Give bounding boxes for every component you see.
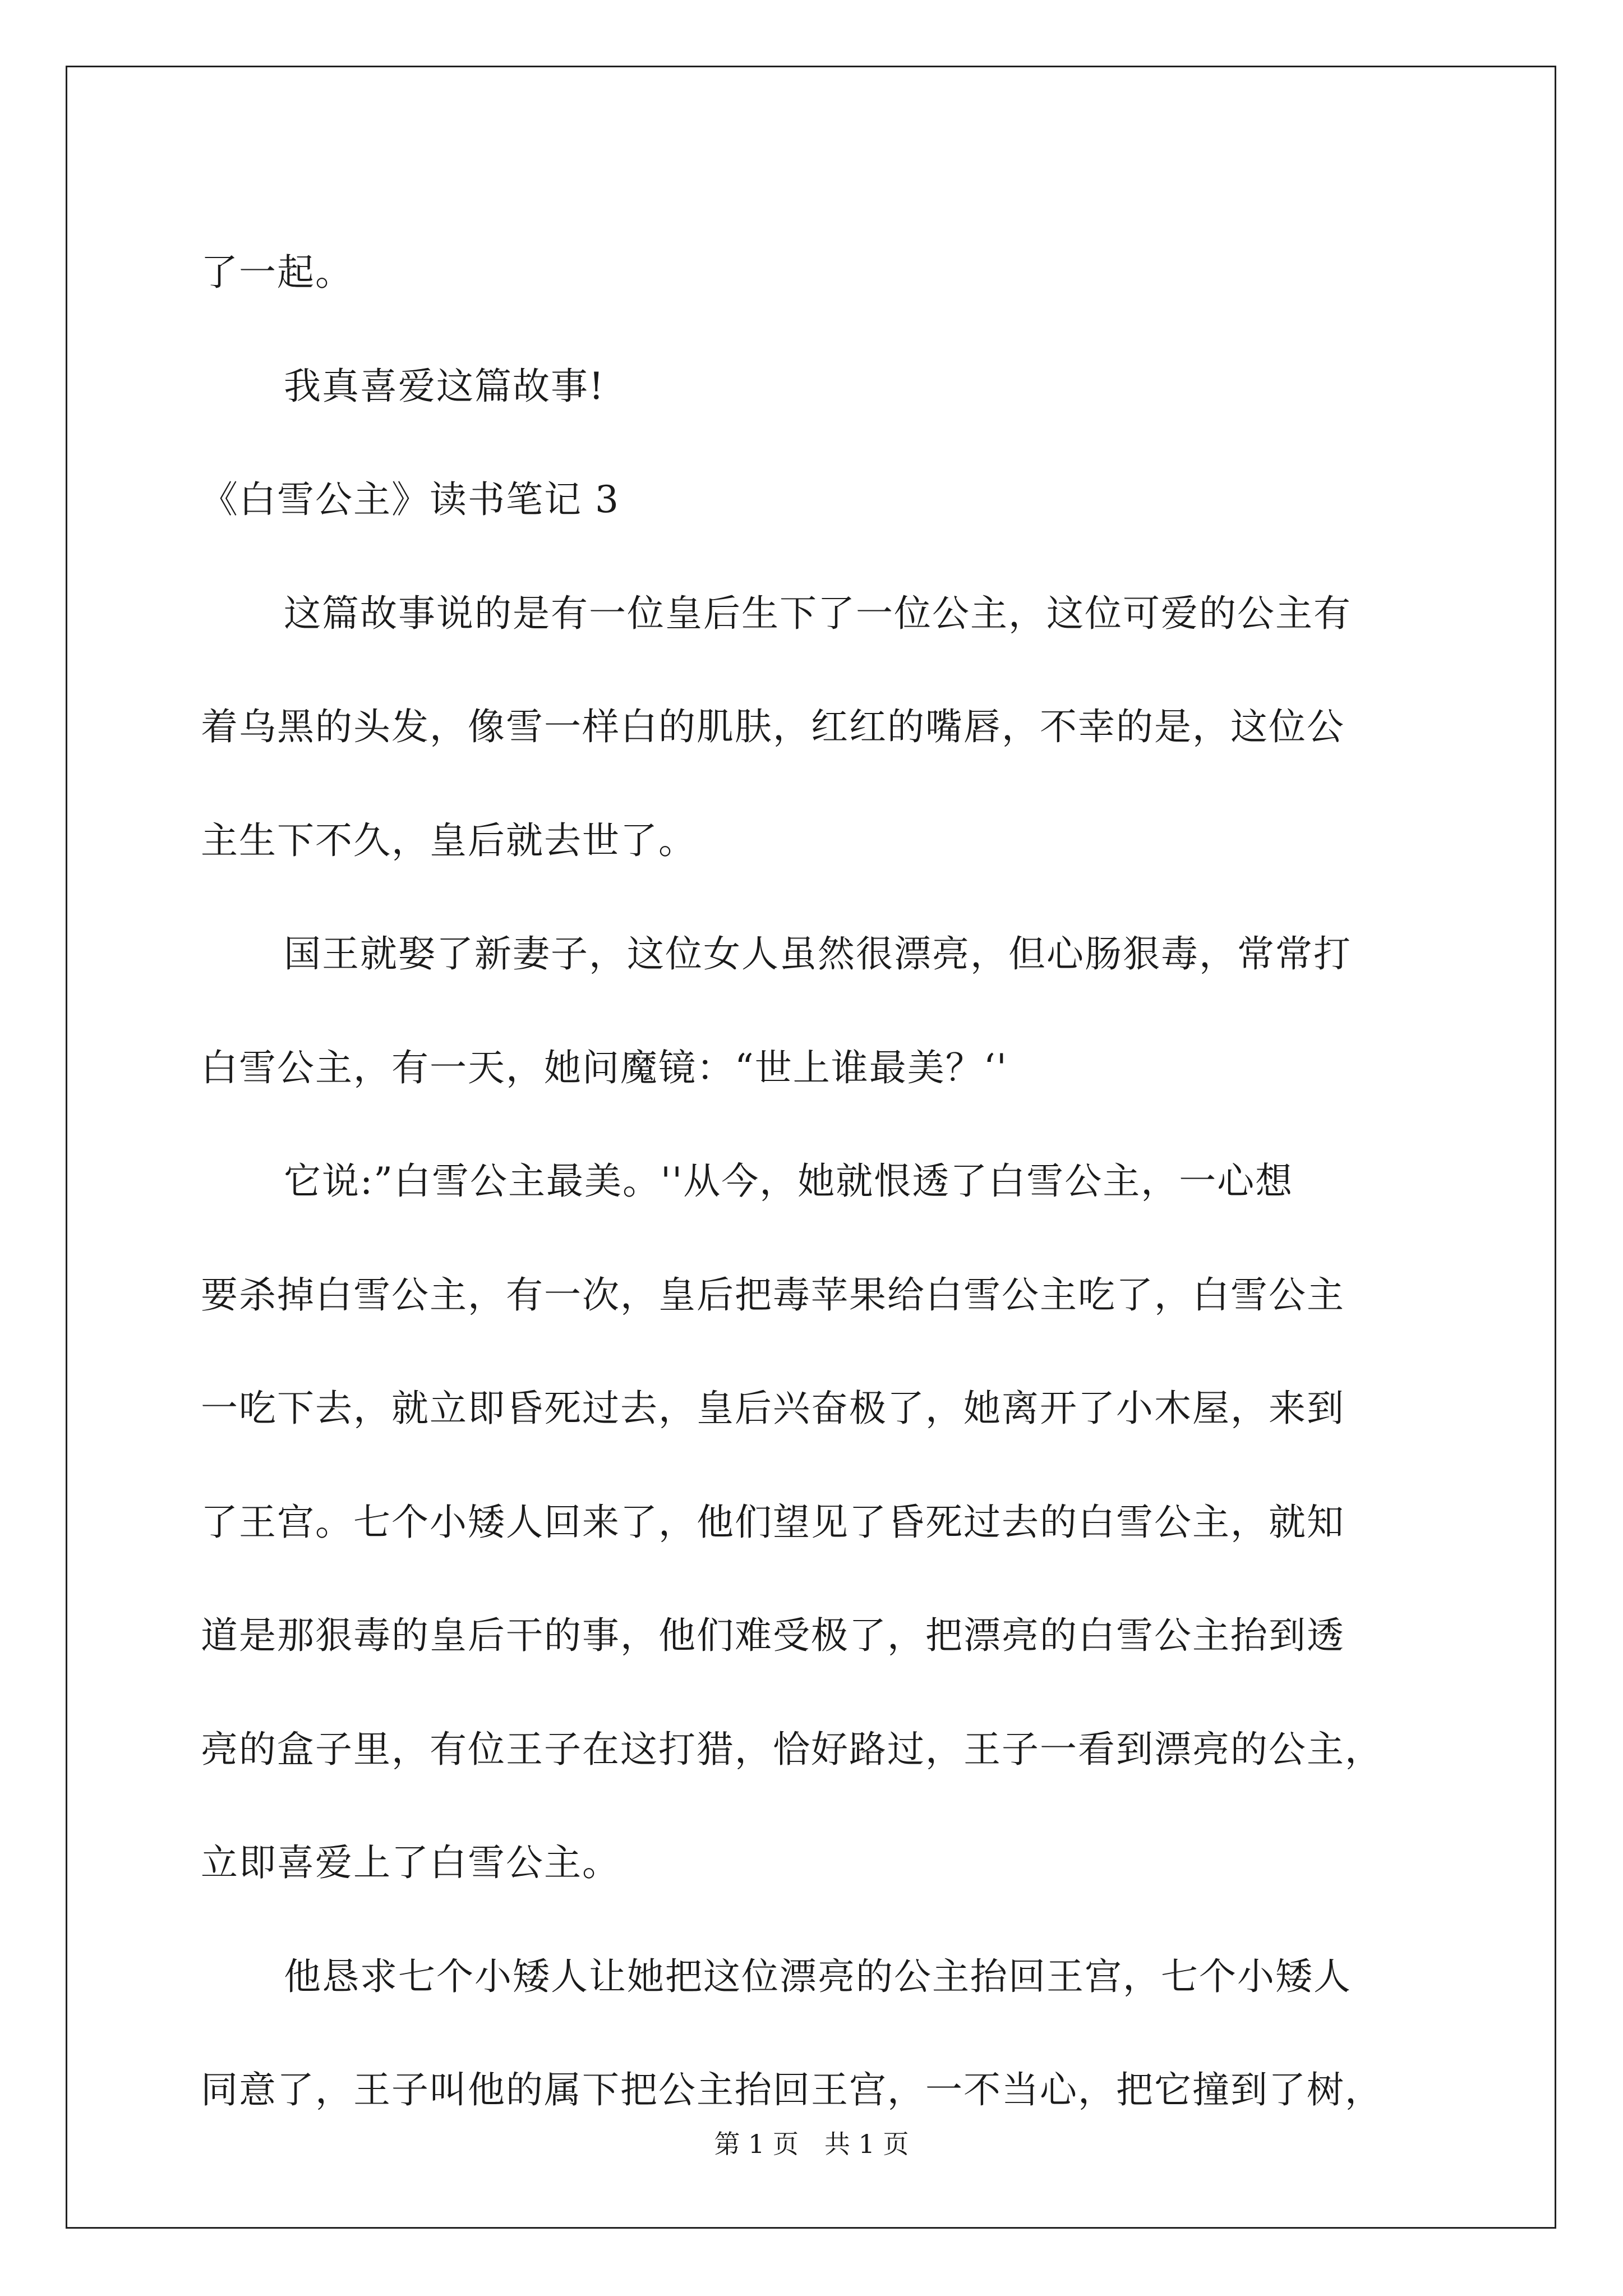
paragraph-line: 这篇故事说的是有一位皇后生下了一位公主，这位可爱的公主有 [284, 591, 1352, 635]
paragraph-line: 一吃下去，就立即昏死过去，皇后兴奋极了，她离开了小木屋，来到 [201, 1387, 1345, 1430]
paragraph-line: 了一起。 [201, 251, 353, 294]
paragraph-line: 白雪公主，有一天，她问魔镜：“世上谁最美？‘' [201, 1046, 1008, 1089]
paragraph-line: 他恳求七个小矮人让她把这位漂亮的公主抬回王宫，七个小矮人 [284, 1954, 1352, 1998]
paragraph-line: 它说:”白雪公主最美。''从今，她就恨透了白雪公主，一心想 [284, 1159, 1294, 1203]
paragraph-line: 国王就娶了新妻子，这位女人虽然很漂亮，但心肠狠毒，常常打 [284, 932, 1352, 976]
document-body [201, 216, 1435, 2147]
paragraph-line: 着乌黑的头发，像雪一样白的肌肤，红红的嘴唇，不幸的是，这位公 [201, 705, 1345, 748]
paragraph-line: 我真喜爱这篇故事! [284, 364, 605, 408]
paragraph-line: 同意了，王子叫他的属下把公主抬回王宫，一不当心，把它撞到了树， [201, 2068, 1383, 2111]
paragraph-line: 亮的盒子里，有位王子在这打猎，恰好路过，王子一看到漂亮的公主， [201, 1727, 1383, 1771]
page-total: 共 1 页 [824, 2129, 909, 2159]
page-footer [0, 2127, 1623, 2161]
paragraph-line: 道是那狠毒的皇后干的事，他们难受极了，把漂亮的白雪公主抬到透 [201, 1614, 1345, 1657]
section-heading: 《白雪公主》读书笔记 3 [201, 478, 620, 521]
paragraph-line: 立即喜爱上了白雪公主。 [201, 1841, 620, 1884]
paragraph-line: 主生下不久，皇后就去世了。 [201, 818, 697, 862]
page-number: 第 1 页 [714, 2129, 799, 2159]
paragraph-line: 了王宫。七个小矮人回来了，他们望见了昏死过去的白雪公主，就知 [201, 1500, 1345, 1544]
paragraph-line: 要杀掉白雪公主，有一次，皇后把毒苹果给白雪公主吃了，白雪公主 [201, 1273, 1345, 1317]
